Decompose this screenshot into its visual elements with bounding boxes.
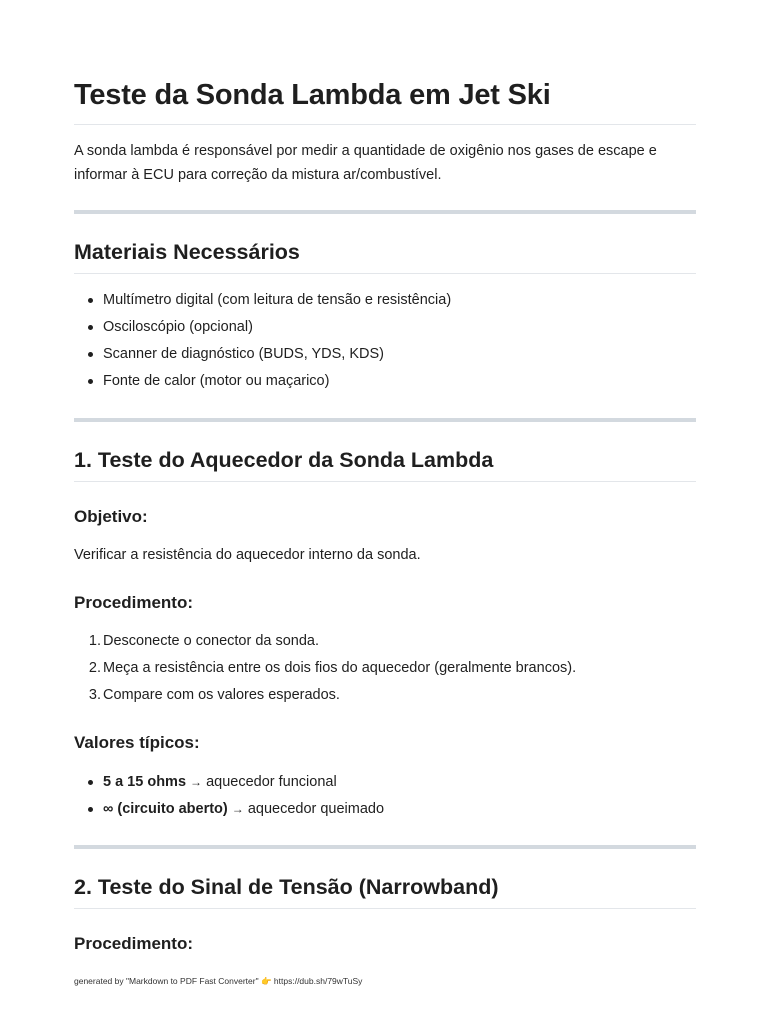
- list-item: 3. Compare com os valores esperados.: [74, 682, 696, 709]
- list-item: 1. Desconecte o conector da sonda.: [74, 628, 696, 655]
- intro-paragraph: [74, 139, 696, 187]
- section2-heading-divider: [74, 908, 696, 909]
- step-number: 1.: [88, 633, 101, 649]
- intro-line-2: informar à ECU para correção da mistura ar/combustível.: [74, 167, 442, 183]
- section2-procedure-heading: Procedimento:: [74, 934, 194, 953]
- section-separator: [74, 845, 696, 849]
- section-separator: [74, 418, 696, 422]
- section1-heading-divider: [74, 481, 696, 482]
- step-number: 3.: [88, 687, 101, 703]
- section2-heading: 2. Teste do Sinal de Tensão (Narrowband): [74, 875, 499, 899]
- bullet-icon: [88, 298, 93, 303]
- procedure-list: [74, 628, 696, 709]
- bullet-icon: [88, 780, 93, 785]
- materials-heading: Materiais Necessários: [74, 240, 300, 264]
- materials-list: [74, 287, 696, 395]
- bullet-icon: [88, 807, 93, 812]
- title-divider: [74, 124, 696, 125]
- page-title: Teste da Sonda Lambda em Jet Ski: [74, 79, 551, 111]
- typical-values-heading: Valores típicos:: [74, 733, 200, 752]
- bullet-icon: [88, 379, 93, 384]
- generator-footer: generated by "Markdown to PDF Fast Converter" 👉 https://dub.sh/79wTuSy: [74, 976, 363, 986]
- bullet-icon: [88, 352, 93, 357]
- materials-heading-divider: [74, 273, 696, 274]
- section1-heading: 1. Teste do Aquecedor da Sonda Lambda: [74, 448, 494, 472]
- typical-values-list: [74, 769, 696, 823]
- list-item: Multímetro digital (com leitura de tensão e resistência): [74, 287, 696, 314]
- list-item: Scanner de diagnóstico (BUDS, YDS, KDS): [74, 341, 696, 368]
- procedure-heading: Procedimento:: [74, 593, 194, 612]
- section-separator: [74, 210, 696, 214]
- objective-heading: Objetivo:: [74, 507, 148, 526]
- arrow-icon: →: [190, 775, 203, 789]
- arrow-icon: →: [231, 802, 244, 816]
- list-item: Osciloscópio (opcional): [74, 314, 696, 341]
- list-item: Fonte de calor (motor ou maçarico): [74, 368, 696, 395]
- intro-line-1: A sonda lambda é responsável por medir a quantidade de oxigênio nos gases de escape e: [74, 143, 657, 159]
- bullet-icon: [88, 325, 93, 330]
- list-item: 5 a 15 ohms → aquecedor funcional: [74, 769, 696, 796]
- step-number: 2.: [88, 660, 101, 676]
- list-item: 2. Meça a resistência entre os dois fios do aquecedor (geralmente brancos).: [74, 655, 696, 682]
- objective-text: Verificar a resistência do aquecedor interno da sonda.: [74, 547, 421, 563]
- list-item: ∞ (circuito aberto) → aquecedor queimado: [74, 796, 696, 823]
